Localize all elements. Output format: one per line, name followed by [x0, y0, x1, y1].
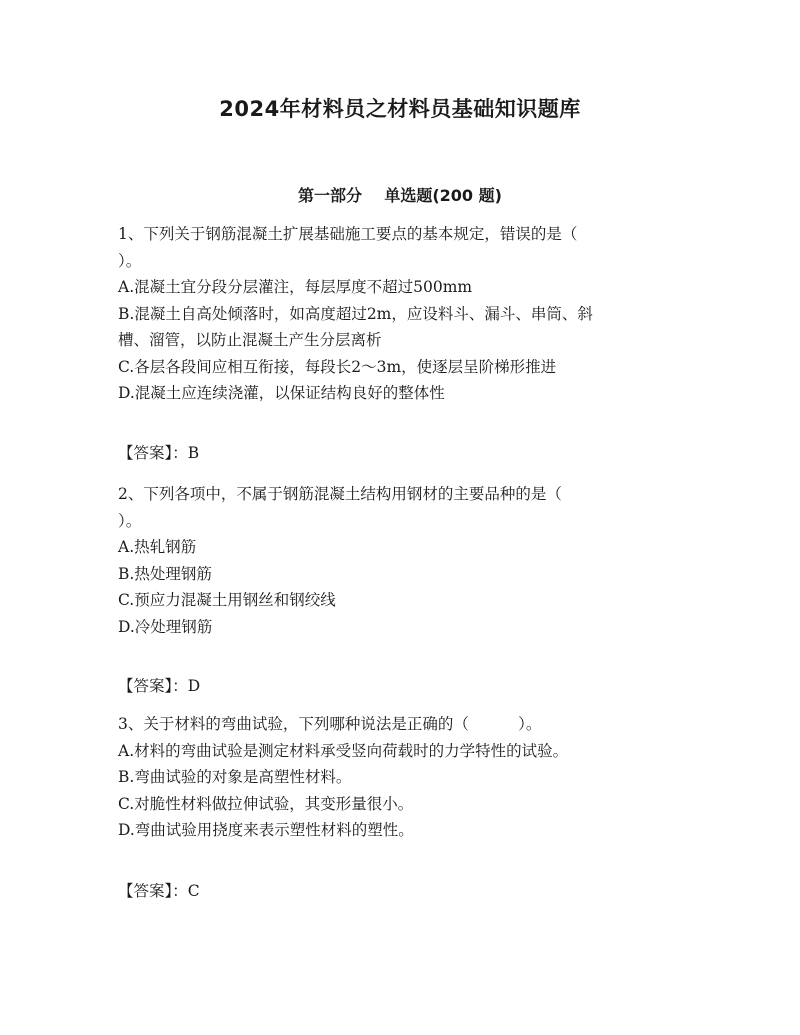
answer-value: B — [187, 444, 200, 462]
question-stem: 2、下列各项中，不属于钢筋混凝土结构用钢材的主要品种的是（ — [118, 485, 562, 503]
answer-2 — [118, 673, 200, 699]
question-1 — [118, 221, 678, 407]
answer-label: 【答案】： — [118, 882, 188, 900]
question-stem-continuation: ）。 — [118, 251, 142, 270]
question-stem-continuation: ）。 — [118, 511, 142, 530]
question-stem: 1、下列关于钢筋混凝土扩展基础施工要点的基本规定，错误的是（ — [118, 225, 578, 243]
question-3 — [118, 711, 678, 844]
option-c: C.预应力混凝土用钢丝和钢绞线 — [118, 591, 336, 609]
option-d: D.混凝土应连续浇灌，以保证结构良好的整体性 — [118, 384, 445, 402]
option-b: B.热处理钢筋 — [118, 564, 212, 583]
answer-1 — [118, 440, 199, 466]
answer-value: D — [187, 677, 201, 695]
answer-3 — [118, 878, 200, 904]
option-a: A.材料的弯曲试验是测定材料承受竖向荷载时的力学特性的试验。 — [118, 741, 569, 760]
option-a: A.混凝土宜分段分层灌注，每层厚度不超过500mm — [118, 278, 473, 296]
answer-label: 【答案】： — [118, 444, 188, 462]
option-b-continuation: 槽、溜管，以防止混凝土产生分层离析 — [118, 331, 382, 349]
section-heading: 第一部分 单选题(200 题) — [298, 186, 502, 205]
document-title: 2024年材料员之材料员基础知识题库 — [219, 97, 581, 121]
question-stem: 3、关于材料的弯曲试验，下列哪种说法是正确的（ ）。 — [118, 715, 542, 733]
answer-label: 【答案】： — [118, 677, 188, 695]
option-a: A.热轧钢筋 — [118, 538, 197, 556]
option-c: C.对脆性材料做拉伸试验，其变形量很小。 — [118, 794, 414, 813]
option-b: B.混凝土自高处倾落时，如高度超过2m，应设料斗、漏斗、串筒、斜 — [118, 304, 593, 323]
option-d: D.弯曲试验用挠度来表示塑性材料的塑性。 — [118, 821, 414, 839]
option-c: C.各层各段间应相互衔接，每段长2～3m，使逐层呈阶梯形推进 — [118, 357, 557, 376]
answer-value: C — [187, 882, 200, 900]
option-d: D.冷处理钢筋 — [118, 617, 213, 636]
option-b: B.弯曲试验的对象是高塑性材料。 — [118, 768, 352, 786]
question-2 — [118, 481, 678, 640]
